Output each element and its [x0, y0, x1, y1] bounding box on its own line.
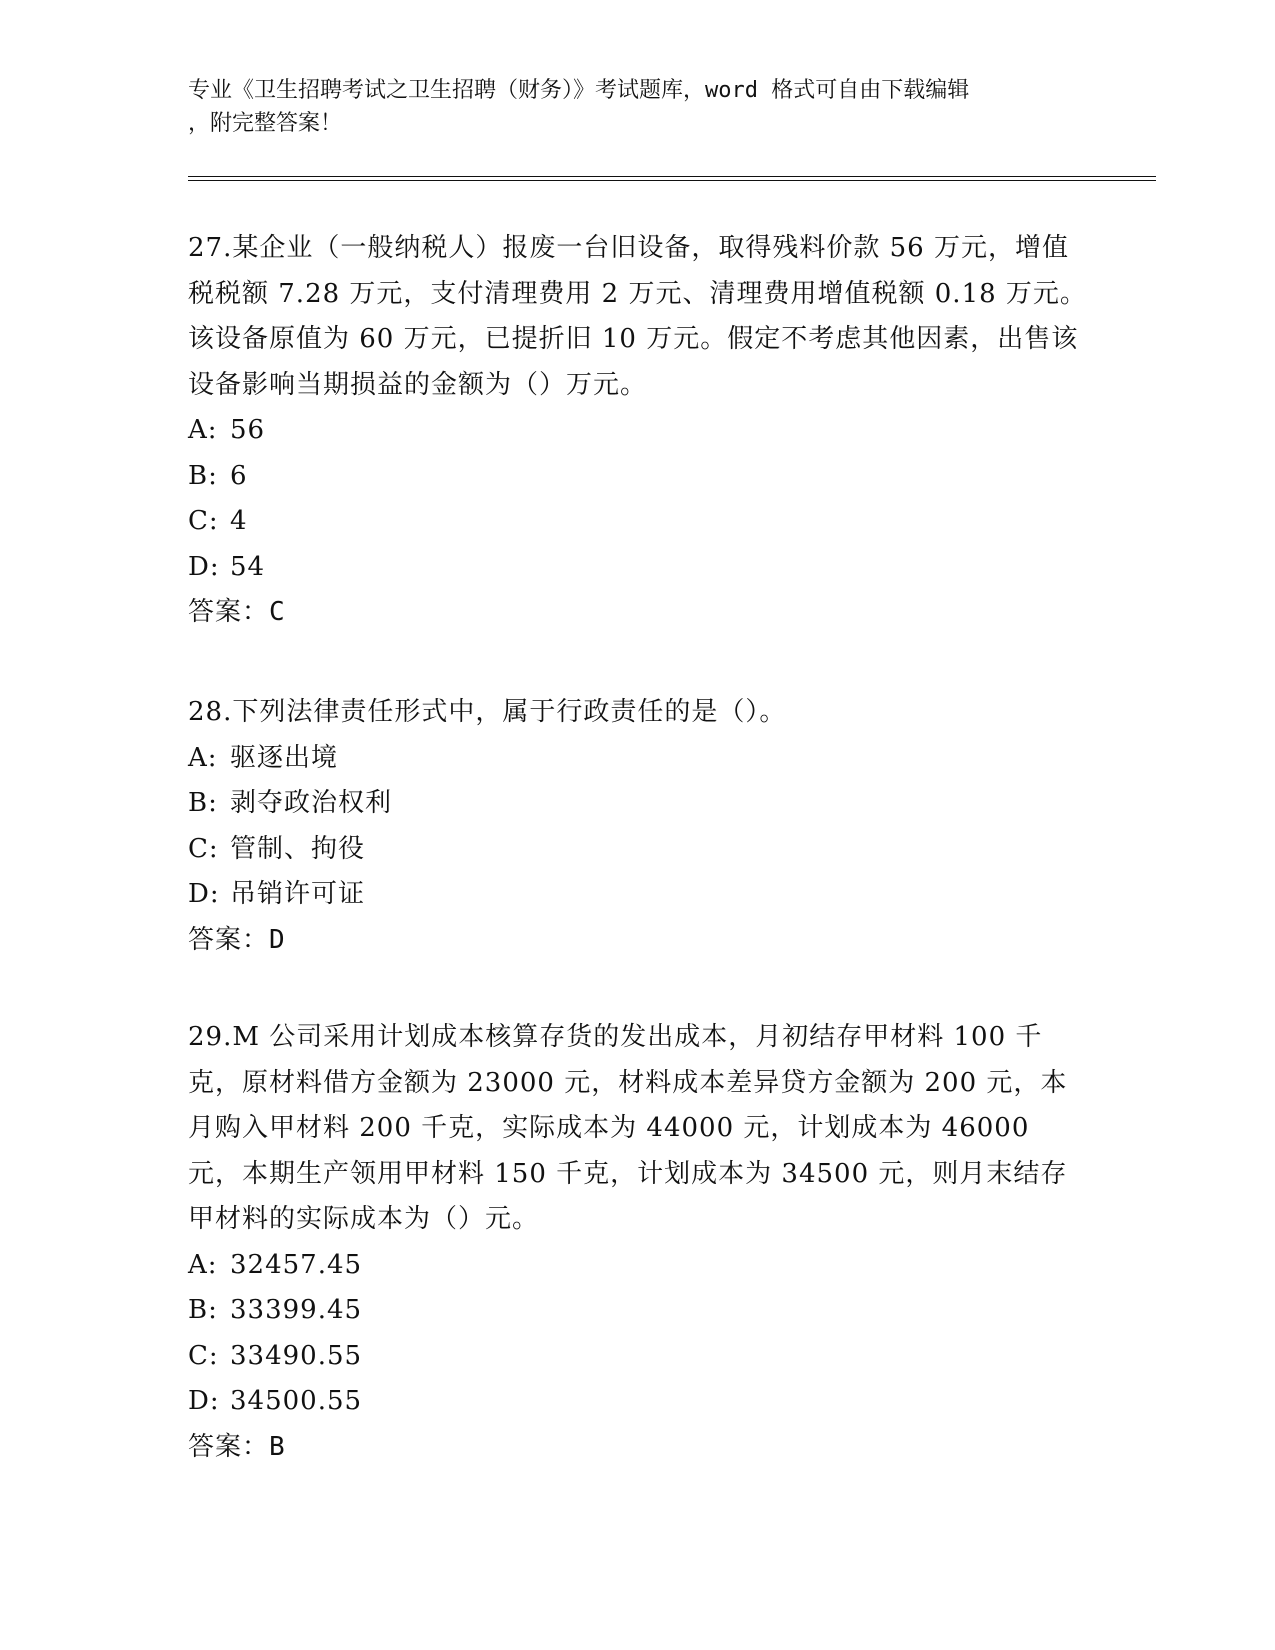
question-text: 27.某企业（一般纳税人）报废一台旧设备，取得残料价款 56 万元，增值税税额 7.28 万元，支付清理费用 2 万元、清理费用增值税额 0.18 万元。该设备原值为 60 万元，已提折旧 10 万元。假定不考虑其他因素，出售该设备影响当期损益的金额为（）万元。 [188, 233, 1087, 400]
option-a [188, 408, 1088, 454]
option-letter: D: [188, 1386, 220, 1416]
option-letter: B: [188, 788, 218, 818]
option-value: 33490.55 [230, 1340, 363, 1371]
option-letter: B: [188, 460, 218, 491]
option-a [188, 736, 1088, 782]
answer-label: 答案： [188, 597, 270, 627]
option-d [188, 545, 1088, 591]
option-value: 吊销许可证 [230, 879, 366, 909]
header-line-2: ，附完整答案！ [188, 111, 343, 136]
option-value: 34500.55 [230, 1386, 363, 1416]
question-28 [188, 690, 1088, 963]
option-value: 4 [230, 506, 248, 536]
option-d [188, 1379, 1088, 1425]
document-header [188, 74, 1068, 140]
answer-value: D [269, 924, 286, 955]
option-b [188, 1288, 1088, 1334]
option-letter: D: [188, 879, 220, 909]
option-value: 33399.45 [230, 1295, 363, 1325]
option-a [188, 1243, 1088, 1289]
option-value: 管制、拘役 [230, 833, 366, 864]
option-letter: A: [188, 742, 218, 773]
question-27 [188, 226, 1088, 636]
question-text: 29.M 公司采用计划成本核算存货的发出成本，月初结存甲材料 100 千克，原材料借方金额为 23000 元，材料成本差异贷方金额为 200 元，本月购入甲材料 200 千克，实际成本为 44000 元，计划成本为 46000 元，本期生产领用甲材料 150 千克，计划成本为 34500 元，则月末结存甲材料的实际成本为（）元。 [188, 1022, 1068, 1234]
option-value: 6 [230, 460, 248, 491]
option-c [188, 1334, 1088, 1380]
option-letter: D: [188, 551, 220, 582]
option-letter: C: [188, 506, 219, 536]
option-letter: A: [188, 415, 218, 445]
header-line-1: 专业《卫生招聘考试之卫生招聘（财务）》考试题库，word 格式可自由下载编辑 [188, 78, 970, 103]
option-letter: B: [188, 1295, 218, 1325]
answer-value: B [269, 1431, 286, 1462]
answer-line [188, 590, 1088, 636]
option-c [188, 827, 1088, 873]
option-value: 32457.45 [230, 1249, 363, 1280]
option-value: 56 [230, 415, 266, 445]
question-29 [188, 1015, 1088, 1470]
option-letter: A: [188, 1249, 218, 1280]
option-letter: C: [188, 1340, 219, 1371]
option-value: 驱逐出境 [230, 742, 339, 773]
option-value: 剥夺政治权利 [230, 788, 393, 818]
option-letter: C: [188, 833, 219, 864]
option-value: 54 [230, 551, 266, 582]
option-c [188, 499, 1088, 545]
answer-line [188, 1425, 1088, 1471]
header-divider [188, 176, 1156, 181]
answer-label: 答案： [188, 924, 270, 955]
option-b [188, 454, 1088, 500]
question-text: 28.下列法律责任形式中，属于行政责任的是（）。 [188, 697, 787, 727]
option-d [188, 872, 1088, 918]
answer-line [188, 918, 1088, 964]
answer-label: 答案： [188, 1431, 270, 1462]
option-b [188, 781, 1088, 827]
answer-value: C [269, 597, 286, 627]
